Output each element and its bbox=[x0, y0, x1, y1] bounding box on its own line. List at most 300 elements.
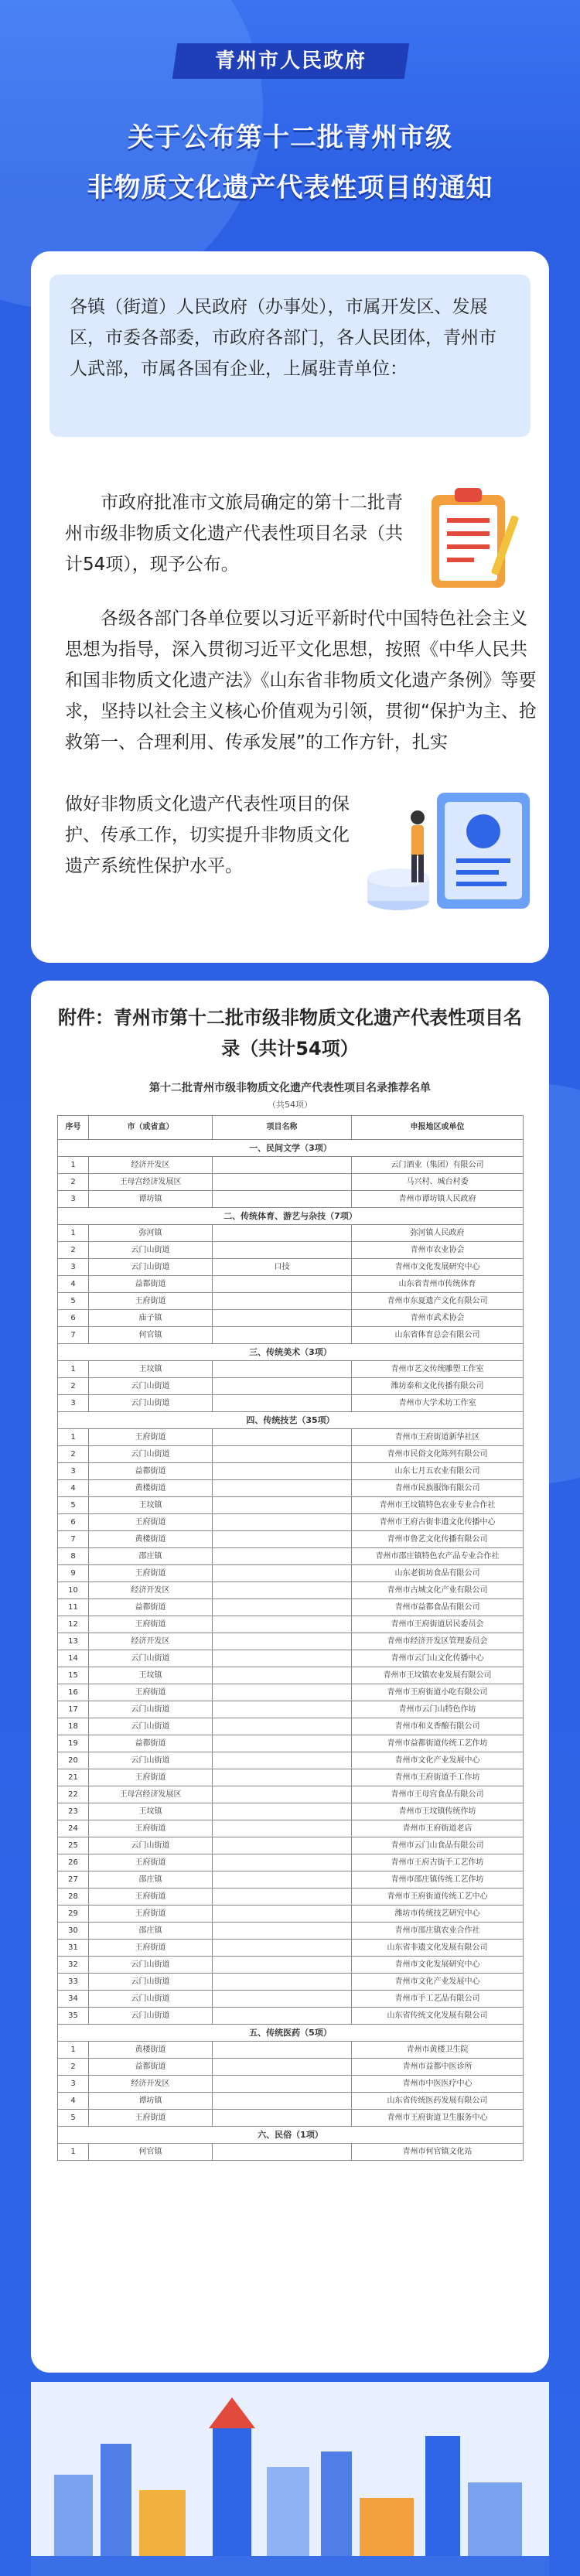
table-cell: 益都街道 bbox=[89, 2059, 213, 2076]
table-cell: 云门山街道 bbox=[89, 1957, 213, 1974]
table-cell: 王府街道 bbox=[89, 1769, 213, 1786]
table-cell bbox=[213, 1242, 352, 1259]
table-cell: 1 bbox=[58, 1429, 89, 1446]
table-cell: 青州市云门山特色作坊 bbox=[352, 1701, 524, 1718]
table-section-row bbox=[58, 1344, 524, 1361]
table-row bbox=[58, 1599, 524, 1616]
table-section-row bbox=[58, 2025, 524, 2042]
table-cell: 云门山街道 bbox=[89, 1974, 213, 1991]
table-cell: 王府街道 bbox=[89, 1820, 213, 1837]
table-cell: 1 bbox=[58, 1361, 89, 1378]
table-cell: 云门山街道 bbox=[89, 1395, 213, 1412]
table-cell: 邵庄镇 bbox=[89, 1548, 213, 1565]
table-cell: 青州市邵庄镇传统工艺作坊 bbox=[352, 1871, 524, 1888]
notice-card bbox=[31, 251, 549, 963]
table-cell: 青州市王府街道传统工艺中心 bbox=[352, 1888, 524, 1906]
table-cell bbox=[213, 2042, 352, 2059]
table-cell: 28 bbox=[58, 1888, 89, 1906]
table-cell: 经济开发区 bbox=[89, 1633, 213, 1650]
table-row bbox=[58, 1616, 524, 1633]
table-cell: 王府街道 bbox=[89, 1888, 213, 1906]
table-cell bbox=[213, 1599, 352, 1616]
table-cell: 20 bbox=[58, 1752, 89, 1769]
column-header: 申报地区或单位 bbox=[352, 1116, 524, 1140]
table-cell: 王府街道 bbox=[89, 1514, 213, 1531]
table-cell: 青州市古城文化产业有限公司 bbox=[352, 1582, 524, 1599]
table-cell bbox=[213, 2059, 352, 2076]
table-cell: 3 bbox=[58, 1259, 89, 1276]
table-cell bbox=[213, 1957, 352, 1974]
table-cell: 王府街道 bbox=[89, 1906, 213, 1923]
table-cell bbox=[213, 1565, 352, 1582]
table-row bbox=[58, 2059, 524, 2076]
table-cell: 益都街道 bbox=[89, 1735, 213, 1752]
city-skyline-illustration bbox=[31, 2382, 549, 2576]
table-cell: 王府街道 bbox=[89, 1940, 213, 1957]
table-cell: 青州市何官镇文化站 bbox=[352, 2144, 524, 2161]
table-cell: 王坟镇 bbox=[89, 1497, 213, 1514]
table-cell: 6 bbox=[58, 1514, 89, 1531]
table-row bbox=[58, 2076, 524, 2093]
table-row bbox=[58, 1327, 524, 1344]
table-cell: 弥河镇 bbox=[89, 1225, 213, 1242]
table-cell: 31 bbox=[58, 1940, 89, 1957]
table-cell: 经济开发区 bbox=[89, 1157, 213, 1174]
table-row bbox=[58, 1906, 524, 1923]
table-row bbox=[58, 2008, 524, 2025]
table-row bbox=[58, 1463, 524, 1480]
table-cell: 青州市益都街道传统工艺作坊 bbox=[352, 1735, 524, 1752]
table-cell: 11 bbox=[58, 1599, 89, 1616]
table-cell: 王府街道 bbox=[89, 1684, 213, 1701]
table-cell: 青州市谭坊镇人民政府 bbox=[352, 1191, 524, 1208]
section-heading: 四、传统技艺（35项） bbox=[58, 1412, 524, 1429]
table-cell: 青州市云门山食品有限公司 bbox=[352, 1837, 524, 1854]
table-cell bbox=[213, 1514, 352, 1531]
table-row bbox=[58, 1225, 524, 1242]
table-cell bbox=[213, 1497, 352, 1514]
table-cell: 邵庄镇 bbox=[89, 1871, 213, 1888]
table-cell: 29 bbox=[58, 1906, 89, 1923]
table-cell: 青州市文化产业发展中心 bbox=[352, 1974, 524, 1991]
table-row bbox=[58, 1157, 524, 1174]
table-cell: 35 bbox=[58, 2008, 89, 2025]
table-cell: 黄楼街道 bbox=[89, 1480, 213, 1497]
table-cell: 王坟镇 bbox=[89, 1361, 213, 1378]
table-cell: 云门山街道 bbox=[89, 1718, 213, 1735]
table-cell: 26 bbox=[58, 1854, 89, 1871]
section-heading: 一、民间文学（3项） bbox=[58, 1140, 524, 1157]
government-badge: 青州市人民政府 bbox=[172, 43, 409, 79]
table-cell: 青州市鲁艺文化传播有限公司 bbox=[352, 1531, 524, 1548]
table-cell bbox=[213, 1463, 352, 1480]
table-cell: 2 bbox=[58, 2059, 89, 2076]
table-cell bbox=[213, 1923, 352, 1940]
column-header: 项目名称 bbox=[213, 1116, 352, 1140]
table-row bbox=[58, 1531, 524, 1548]
table-cell bbox=[213, 1786, 352, 1803]
section-heading: 五、传统医药（5项） bbox=[58, 2025, 524, 2042]
table-cell: 青州市王府街道卫生服务中心 bbox=[352, 2110, 524, 2127]
table-cell: 谭坊镇 bbox=[89, 2093, 213, 2110]
table-section-row bbox=[58, 2127, 524, 2144]
table-cell: 云门山街道 bbox=[89, 1242, 213, 1259]
table-cell: 口技 bbox=[213, 1259, 352, 1276]
document-title: 第十二批青州市级非物质文化遗产代表性项目名录推荐名单 bbox=[149, 1082, 431, 1094]
table-cell: 13 bbox=[58, 1633, 89, 1650]
table-row bbox=[58, 1650, 524, 1667]
table-cell: 青州市王府街道新华社区 bbox=[352, 1429, 524, 1446]
table-cell: 16 bbox=[58, 1684, 89, 1701]
table-cell: 21 bbox=[58, 1769, 89, 1786]
table-cell bbox=[213, 1361, 352, 1378]
column-header: 序号 bbox=[58, 1116, 89, 1140]
table-cell: 3 bbox=[58, 1395, 89, 1412]
table-cell: 1 bbox=[58, 1225, 89, 1242]
table-cell: 33 bbox=[58, 1974, 89, 1991]
table-cell bbox=[213, 1310, 352, 1327]
table-cell: 23 bbox=[58, 1803, 89, 1820]
table-cell: 王府街道 bbox=[89, 1616, 213, 1633]
table-cell: 黄楼街道 bbox=[89, 2042, 213, 2059]
table-cell bbox=[213, 1174, 352, 1191]
table-cell: 青州市王母宫食品有限公司 bbox=[352, 1786, 524, 1803]
table-cell: 青州市益都食品有限公司 bbox=[352, 1599, 524, 1616]
table-body bbox=[58, 1140, 524, 2161]
table-cell: 24 bbox=[58, 1820, 89, 1837]
table-row bbox=[58, 1293, 524, 1310]
table-row bbox=[58, 1752, 524, 1769]
table-row bbox=[58, 1174, 524, 1191]
table-row bbox=[58, 1803, 524, 1820]
table-row bbox=[58, 1191, 524, 1208]
table-cell bbox=[213, 2008, 352, 2025]
table-cell: 山东省体育总会有限公司 bbox=[352, 1327, 524, 1344]
table-cell: 山东七月五农业有限公司 bbox=[352, 1463, 524, 1480]
table-row bbox=[58, 1837, 524, 1854]
table-cell: 山东老街坊食品有限公司 bbox=[352, 1565, 524, 1582]
table-cell: 青州市邵庄镇农业合作社 bbox=[352, 1923, 524, 1940]
table-cell bbox=[213, 1837, 352, 1854]
table-row bbox=[58, 1242, 524, 1259]
section-heading: 二、传统体育、游艺与杂技（7项） bbox=[58, 1208, 524, 1225]
table-row bbox=[58, 1310, 524, 1327]
paragraph-protection: 做好非物质文化遗产代表性项目的保护、传承工作，切实提升非物质文化遗产系统性保护水平。 bbox=[65, 794, 350, 876]
table-cell: 7 bbox=[58, 1327, 89, 1344]
table-row bbox=[58, 1276, 524, 1293]
table-cell: 8 bbox=[58, 1548, 89, 1565]
table-cell: 15 bbox=[58, 1667, 89, 1684]
table-cell: 18 bbox=[58, 1718, 89, 1735]
table-cell bbox=[213, 1701, 352, 1718]
table-row bbox=[58, 1974, 524, 1991]
table-cell: 32 bbox=[58, 1957, 89, 1974]
table-cell: 青州市武术协会 bbox=[352, 1310, 524, 1327]
table-cell: 青州市文化发展研究中心 bbox=[352, 1957, 524, 1974]
table-row bbox=[58, 1701, 524, 1718]
table-cell bbox=[213, 2110, 352, 2127]
table-cell bbox=[213, 1769, 352, 1786]
table-cell: 云门山街道 bbox=[89, 1446, 213, 1463]
table-cell: 4 bbox=[58, 1276, 89, 1293]
table-cell: 益都街道 bbox=[89, 1276, 213, 1293]
table-cell: 云门山街道 bbox=[89, 2008, 213, 2025]
table-cell: 1 bbox=[58, 2144, 89, 2161]
table-cell: 青州市王坟镇农业发展有限公司 bbox=[352, 1667, 524, 1684]
table-cell bbox=[213, 1650, 352, 1667]
table-cell: 青州市中医医疗中心 bbox=[352, 2076, 524, 2093]
table-row bbox=[58, 1957, 524, 1974]
table-cell bbox=[213, 2093, 352, 2110]
table-cell: 云门山街道 bbox=[89, 1837, 213, 1854]
heritage-list-table bbox=[57, 1115, 524, 2161]
table-cell: 马兴村、城台村委 bbox=[352, 1174, 524, 1191]
table-cell: 青州市艺文传统雕塑工作室 bbox=[352, 1361, 524, 1378]
table-cell bbox=[213, 1157, 352, 1174]
attachment-heading: 附件：青州市第十二批市级非物质文化遗产代表性项目名录（共计54项） bbox=[58, 1007, 522, 1059]
table-cell: 王府街道 bbox=[89, 1854, 213, 1871]
attachment-card bbox=[31, 981, 549, 2373]
table-row bbox=[58, 1854, 524, 1871]
table-cell: 2 bbox=[58, 1446, 89, 1463]
table-cell: 何官镇 bbox=[89, 2144, 213, 2161]
table-row bbox=[58, 1888, 524, 1906]
table-cell: 青州市文化产业发展中心 bbox=[352, 1752, 524, 1769]
table-cell: 3 bbox=[58, 2076, 89, 2093]
table-row bbox=[58, 1446, 524, 1463]
table-cell: 王府街道 bbox=[89, 1293, 213, 1310]
table-cell: 弥河镇人民政府 bbox=[352, 1225, 524, 1242]
table-cell: 青州市王府街道小吃有限公司 bbox=[352, 1684, 524, 1701]
notice-title-line1: 关于公布第十二批青州市级 bbox=[128, 122, 452, 153]
table-section-row bbox=[58, 1208, 524, 1225]
table-cell bbox=[213, 1940, 352, 1957]
table-cell bbox=[213, 1429, 352, 1446]
table-cell bbox=[213, 1327, 352, 1344]
table-row bbox=[58, 1786, 524, 1803]
table-cell bbox=[213, 1616, 352, 1633]
table-row bbox=[58, 1378, 524, 1395]
table-row bbox=[58, 2042, 524, 2059]
table-cell: 青州市大学术坊工作室 bbox=[352, 1395, 524, 1412]
table-cell bbox=[213, 1446, 352, 1463]
table-row bbox=[58, 2110, 524, 2127]
table-row bbox=[58, 1684, 524, 1701]
table-cell: 黄楼街道 bbox=[89, 1531, 213, 1548]
section-heading: 三、传统美术（3项） bbox=[58, 1344, 524, 1361]
table-cell bbox=[213, 2144, 352, 2161]
table-cell: 王坟镇 bbox=[89, 1667, 213, 1684]
table-row bbox=[58, 1940, 524, 1957]
table-cell bbox=[213, 1718, 352, 1735]
table-cell: 邵庄镇 bbox=[89, 1923, 213, 1940]
table-cell bbox=[213, 1531, 352, 1548]
table-cell: 王府街道 bbox=[89, 1429, 213, 1446]
table-cell bbox=[213, 1684, 352, 1701]
table-cell: 5 bbox=[58, 1293, 89, 1310]
table-cell bbox=[213, 1582, 352, 1599]
data-analysis-illustration bbox=[363, 785, 541, 932]
table-cell: 25 bbox=[58, 1837, 89, 1854]
table-cell bbox=[213, 2076, 352, 2093]
table-cell bbox=[213, 1752, 352, 1769]
table-cell: 4 bbox=[58, 1480, 89, 1497]
table-cell: 7 bbox=[58, 1531, 89, 1548]
table-cell: 云门山街道 bbox=[89, 1752, 213, 1769]
attachment-document bbox=[57, 1080, 523, 2161]
table-cell bbox=[213, 1276, 352, 1293]
table-cell: 王府街道 bbox=[89, 2110, 213, 2127]
table-row bbox=[58, 1395, 524, 1412]
table-cell: 庙子镇 bbox=[89, 1310, 213, 1327]
table-cell bbox=[213, 1225, 352, 1242]
table-cell: 青州市经济开发区管理委员会 bbox=[352, 1633, 524, 1650]
table-cell: 何官镇 bbox=[89, 1327, 213, 1344]
table-cell: 云门山街道 bbox=[89, 1650, 213, 1667]
table-cell bbox=[213, 1820, 352, 1837]
document-subtitle: （共54项） bbox=[268, 1100, 312, 1110]
table-cell: 青州市王坟镇传统作坊 bbox=[352, 1803, 524, 1820]
table-cell: 云门酒业（集团）有限公司 bbox=[352, 1157, 524, 1174]
table-cell: 云门山街道 bbox=[89, 1259, 213, 1276]
table-cell: 9 bbox=[58, 1565, 89, 1582]
table-cell: 1 bbox=[58, 2042, 89, 2059]
table-cell: 青州市民俗文化陈列有限公司 bbox=[352, 1446, 524, 1463]
table-cell: 27 bbox=[58, 1871, 89, 1888]
table-row bbox=[58, 1871, 524, 1888]
table-row bbox=[58, 1667, 524, 1684]
table-cell: 青州市王坟镇特色农业专业合作社 bbox=[352, 1497, 524, 1514]
table-row bbox=[58, 1735, 524, 1752]
table-cell bbox=[213, 1974, 352, 1991]
clipboard-icon bbox=[424, 483, 524, 595]
table-cell bbox=[213, 1395, 352, 1412]
table-row bbox=[58, 1480, 524, 1497]
table-cell: 青州市和义香酿有限公司 bbox=[352, 1718, 524, 1735]
table-row bbox=[58, 1514, 524, 1531]
table-row bbox=[58, 2093, 524, 2110]
table-cell: 5 bbox=[58, 2110, 89, 2127]
notice-title-line2: 非物质文化遗产代表性项目的通知 bbox=[87, 172, 493, 203]
table-cell bbox=[213, 1888, 352, 1906]
table-cell: 青州市王府街道居民委员会 bbox=[352, 1616, 524, 1633]
table-row bbox=[58, 1497, 524, 1514]
table-cell: 4 bbox=[58, 2093, 89, 2110]
table-cell bbox=[213, 1991, 352, 2008]
table-cell: 青州市文化发展研究中心 bbox=[352, 1259, 524, 1276]
table-cell: 34 bbox=[58, 1991, 89, 2008]
table-cell: 王母宫经济发展区 bbox=[89, 1174, 213, 1191]
table-cell: 1 bbox=[58, 1157, 89, 1174]
section-heading: 六、民俗（1项） bbox=[58, 2127, 524, 2144]
table-cell: 云门山街道 bbox=[89, 1701, 213, 1718]
salutation-box: 各镇（街道）人民政府（办事处），市属开发区、发展区，市委各部委，市政府各部门，各人民团体，青州市人武部，市属各国有企业，上属驻青单位： bbox=[49, 275, 531, 437]
table-cell: 青州市黄楼卫生院 bbox=[352, 2042, 524, 2059]
table-cell bbox=[213, 1480, 352, 1497]
table-cell bbox=[213, 1871, 352, 1888]
table-cell: 王府街道 bbox=[89, 1565, 213, 1582]
table-cell: 潍坊市传统技艺研究中心 bbox=[352, 1906, 524, 1923]
table-row bbox=[58, 1259, 524, 1276]
table-cell: 2 bbox=[58, 1242, 89, 1259]
table-cell: 17 bbox=[58, 1701, 89, 1718]
table-cell bbox=[213, 1378, 352, 1395]
table-cell: 2 bbox=[58, 1378, 89, 1395]
table-row bbox=[58, 1923, 524, 1940]
table-cell: 益都街道 bbox=[89, 1599, 213, 1616]
table-cell: 青州市邵庄镇特色农产品专业合作社 bbox=[352, 1548, 524, 1565]
table-row bbox=[58, 1769, 524, 1786]
table-cell: 3 bbox=[58, 1191, 89, 1208]
table-cell: 云门山街道 bbox=[89, 1991, 213, 2008]
table-cell: 青州市王府街道手工作坊 bbox=[352, 1769, 524, 1786]
table-cell: 青州市东夏遗产文化有限公司 bbox=[352, 1293, 524, 1310]
table-cell: 经济开发区 bbox=[89, 1582, 213, 1599]
table-cell: 青州市王府古街手工艺作坊 bbox=[352, 1854, 524, 1871]
table-row bbox=[58, 1582, 524, 1599]
table-cell: 山东省传统文化发展有限公司 bbox=[352, 2008, 524, 2025]
table-cell: 19 bbox=[58, 1735, 89, 1752]
table-cell: 2 bbox=[58, 1174, 89, 1191]
table-cell bbox=[213, 1803, 352, 1820]
table-cell: 5 bbox=[58, 1497, 89, 1514]
paragraph-announcement: 市政府批准市文旅局确定的第十二批青州市级非物质文化遗产代表性项目名录（共计54项），现予公布。 bbox=[65, 493, 403, 575]
table-cell: 谭坊镇 bbox=[89, 1191, 213, 1208]
table-cell bbox=[213, 1293, 352, 1310]
table-row bbox=[58, 1718, 524, 1735]
table-cell: 经济开发区 bbox=[89, 2076, 213, 2093]
table-row bbox=[58, 1548, 524, 1565]
table-cell: 3 bbox=[58, 1463, 89, 1480]
table-cell: 王坟镇 bbox=[89, 1803, 213, 1820]
table-cell: 山东省青州市传统体育 bbox=[352, 1276, 524, 1293]
table-cell: 青州市手工艺品有限公司 bbox=[352, 1991, 524, 2008]
table-cell: 12 bbox=[58, 1616, 89, 1633]
table-cell bbox=[213, 1906, 352, 1923]
table-cell: 青州市王府古街非遗文化传播中心 bbox=[352, 1514, 524, 1531]
table-cell: 王母宫经济发展区 bbox=[89, 1786, 213, 1803]
table-cell: 青州市民族服饰有限公司 bbox=[352, 1480, 524, 1497]
table-cell: 青州市农业协会 bbox=[352, 1242, 524, 1259]
table-cell: 6 bbox=[58, 1310, 89, 1327]
table-cell: 14 bbox=[58, 1650, 89, 1667]
table-cell bbox=[213, 1667, 352, 1684]
table-cell: 云门山街道 bbox=[89, 1378, 213, 1395]
table-cell: 青州市王府街道老店 bbox=[352, 1820, 524, 1837]
table-cell: 10 bbox=[58, 1582, 89, 1599]
table-cell bbox=[213, 1735, 352, 1752]
table-cell: 潍坊泰和文化传播有限公司 bbox=[352, 1378, 524, 1395]
table-cell bbox=[213, 1191, 352, 1208]
paragraph-requirements: 各级各部门各单位要以习近平新时代中国特色社会主义思想为指导，深入贯彻习近平文化思想，按照《中华人民共和国非物质文化遗产法》《山东省非物质文化遗产条例》等要求，坚持以社会主义核心价值观为引领，贯彻“保护为主、抢救第一、合理利用、传承发展”的工作方针，扎实 bbox=[65, 609, 537, 752]
table-row bbox=[58, 1565, 524, 1582]
table-section-row bbox=[58, 1412, 524, 1429]
table-section-row bbox=[58, 1140, 524, 1157]
table-row bbox=[58, 1820, 524, 1837]
table-cell: 山东省非遗文化发展有限公司 bbox=[352, 1940, 524, 1957]
column-header: 市（或省直） bbox=[89, 1116, 213, 1140]
table-cell: 22 bbox=[58, 1786, 89, 1803]
table-row bbox=[58, 2144, 524, 2161]
table-cell: 青州市益都中医诊所 bbox=[352, 2059, 524, 2076]
table-header-row bbox=[58, 1116, 524, 1140]
table-row bbox=[58, 1429, 524, 1446]
table-cell: 山东省传统医药发展有限公司 bbox=[352, 2093, 524, 2110]
table-cell: 益都街道 bbox=[89, 1463, 213, 1480]
table-row bbox=[58, 1361, 524, 1378]
table-cell bbox=[213, 1548, 352, 1565]
table-cell: 30 bbox=[58, 1923, 89, 1940]
